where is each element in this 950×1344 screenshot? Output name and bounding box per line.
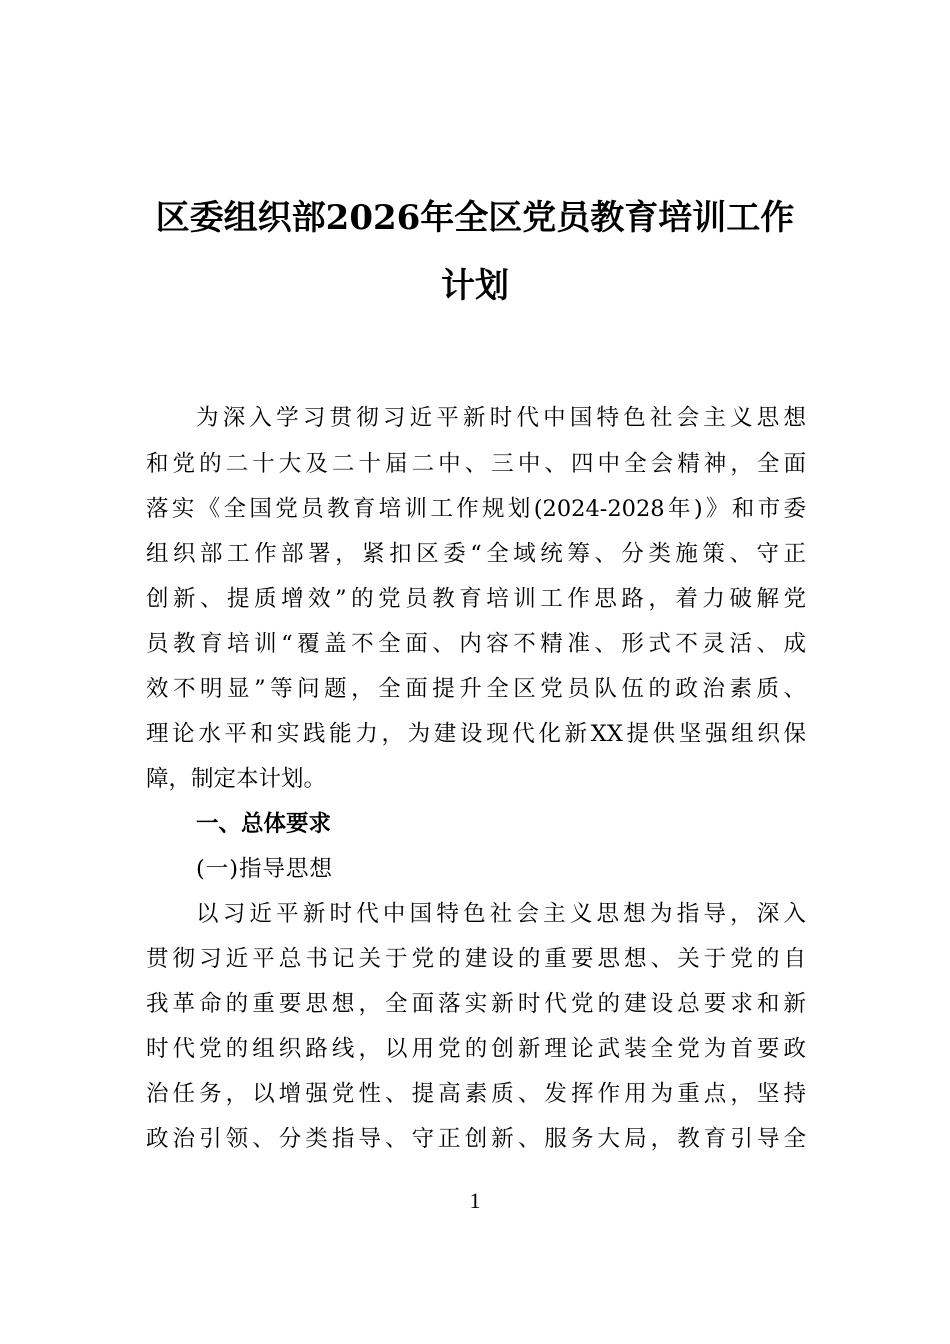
intro-line-4: 组织部工作部署，紧扣区委“全域统筹、分类施策、守正 [146,541,806,567]
guidance-line-5: 治任务，以增强党性、提高素质、发挥作用为重点，坚持 [146,1081,806,1107]
guidance-line-3: 我革命的重要思想，全面落实新时代党的建设总要求和新 [146,991,806,1017]
intro-line-5: 创新、提质增效”的党员教育培训工作思路，着力破解党 [146,586,806,612]
guidance-line-1: 以习近平新时代中国特色社会主义思想为指导，深入 [196,901,806,927]
intro-line-2: 和党的二十大及二十届二中、三中、四中全会精神，全面 [146,451,806,477]
intro-line-6: 员教育培训“覆盖不全面、内容不精准、形式不灵活、成 [146,631,806,657]
intro-line-9: 障，制定本计划。 [146,766,327,792]
intro-line-7: 效不明显”等问题，全面提升全区党员队伍的政治素质、 [146,676,806,702]
intro-line-8: 理论水平和实践能力，为建设现代化新XX提供坚强组织保 [146,721,806,747]
guidance-line-4: 时代党的组织路线，以用党的创新理论武装全党为首要政 [146,1036,806,1062]
guidance-line-6: 政治引领、分类指导、守正创新、服务大局，教育引导全 [146,1126,806,1152]
guidance-line-2: 贯彻习近平总书记关于党的建设的重要思想、关于党的自 [146,946,806,972]
document-title-line-1: 区委组织部2026年全区党员教育培训工作 [155,198,795,238]
page-number: 1 [469,1188,481,1213]
intro-line-3: 落实《全国党员教育培训工作规划(2024-2028年)》和市委 [146,496,806,522]
intro-line-1: 为深入学习贯彻习近平新时代中国特色社会主义思想 [196,405,806,431]
document-title-line-2: 计划 [441,266,509,306]
section-heading-1: 一、总体要求 [196,811,332,837]
subsection-heading-1: (一)指导思想 [196,856,334,882]
